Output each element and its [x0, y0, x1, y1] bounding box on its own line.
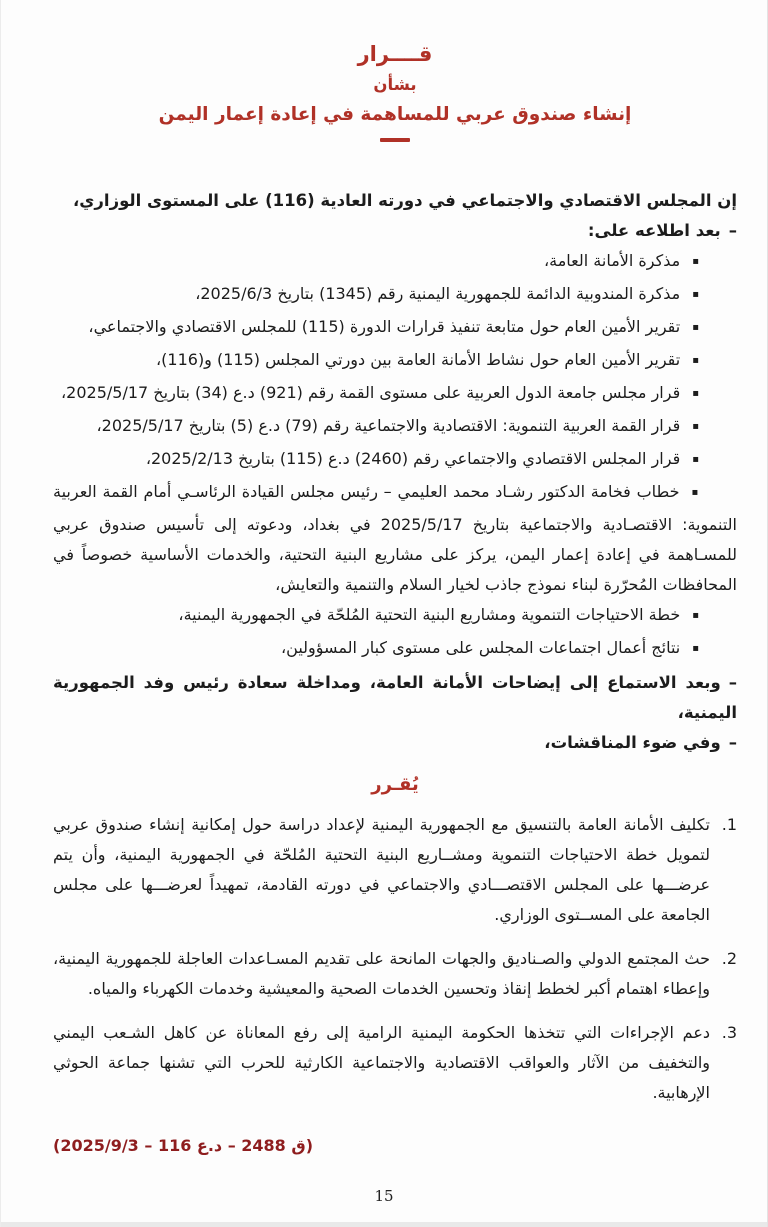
decision-item-number: 2. [721, 948, 737, 968]
dash-marker: – [728, 220, 737, 240]
list-item-text: خطة الاحتياجات التنموية ومشاريع البنية التحتية المُلحّة في الجمهورية اليمنية، [178, 604, 681, 624]
closing-line-text: وفي ضوء المناقشات، [544, 732, 721, 752]
list-item-text: مذكرة الأمانة العامة، [543, 250, 681, 270]
list-item [53, 600, 737, 633]
decides-heading: يُقـرر [371, 773, 419, 795]
decision-item [53, 944, 737, 1004]
list-item [53, 378, 737, 411]
decision-item-text: حث المجتمع الدولي والصـناديق والجهات المانحة على تقديم المسـاعدات العاجلة للجمهورية اليمنية، وإعطاء اهتمام أكبر لخطط إنقاذ وتحسين الخدمات الصحية والمعيشية وخدمات الكهرباء والمياه. [53, 948, 710, 998]
list-item-text: قرار مجلس جامعة الدول العربية على مستوى القمة رقم (921) د.ع (34) بتاريخ 2025/5/17، [61, 382, 681, 402]
bullet-marker: ▪ [692, 321, 699, 333]
list-item [53, 279, 737, 312]
bullet-marker: ▪ [692, 288, 699, 300]
after-review-label: بعد اطلاعه على: [587, 220, 721, 240]
document-content [1, 0, 767, 1155]
decision-subtitle: بشأن [373, 75, 417, 94]
list-item-text: نتائج أعمال اجتماعات المجلس على مستوى كبار المسؤولين، [281, 637, 681, 657]
decision-item-text: تكليف الأمانة العامة بالتنسيق مع الجمهورية اليمنية لإعداد دراسة حول إمكانية إنشاء صندوق عربي لتمويل خطة الاحتياجات التنموية ومشــاريع البنية التحتية المُلحّة في الجمهورية اليمنية، وأن يتم عرضـــها على المجلس الاقتصـــادي والاجتماعي في دورته القادمة، تمهيداً لعرضـــها على مجلس الجامعة على المســتوى الوزاري. [53, 814, 710, 924]
reviewed-items-list [53, 246, 737, 666]
dash-marker: – [728, 732, 737, 752]
dash-marker: – [728, 672, 737, 692]
decision-item-number: 1. [721, 814, 737, 834]
list-item-text: مذكرة المندوبية الدائمة للجمهورية اليمنية رقم (1345) بتاريخ 2025/6/3، [195, 283, 681, 303]
bullet-marker: ▪ [692, 609, 699, 621]
list-item-text: تقرير الأمين العام حول نشاط الأمانة العامة بين دورتي المجلس (115) و(116)، [155, 349, 681, 369]
list-item-text: خطاب فخامة الدكتور رشـاد محمد العليمي – رئيس مجلس القيادة الرئاسـي أمام القمة العربية التنموية: الاقتصـادية والاجتماعية بتاريخ 2025/5/17 في بغداد، ودعوته إلى تأسيس صندوق عربي للمسـاهمة في إعادة إعمار اليمن، يركز على مشاريع البنية التحتية، والخدمات الأساسية خصوصاً في المحافظات المُحرّرة لبناء نموذج جاذب لخيار السلام والتنمية والتعايش، [53, 481, 737, 594]
title-separator [380, 138, 410, 142]
scan-bottom-edge [1, 1222, 767, 1227]
list-item-text: قرار المجلس الاقتصادي والاجتماعي رقم (2460) د.ع (115) بتاريخ 2025/2/13، [145, 448, 681, 468]
list-item-text: قرار القمة العربية التنموية: الاقتصادية والاجتماعية رقم (79) د.ع (5) بتاريخ 2025/5/17، [96, 415, 681, 435]
bullet-marker: ▪ [692, 354, 699, 366]
closing-line [53, 728, 737, 758]
decision-items-list [53, 810, 737, 1108]
list-item [53, 633, 737, 666]
preamble-opening: إن المجلس الاقتصادي والاجتماعي في دورته العادية (116) على المستوى الوزاري، [73, 190, 737, 210]
list-item-text: تقرير الأمين العام حول متابعة تنفيذ قرارات الدورة (115) للمجلس الاقتصادي والاجتماعي، [88, 316, 681, 336]
list-item [53, 411, 737, 444]
list-item [53, 312, 737, 345]
closing-line [53, 668, 737, 728]
decision-item-number: 3. [721, 1022, 737, 1042]
list-item [53, 246, 737, 279]
bullet-marker: ▪ [692, 387, 699, 399]
bullet-marker: ▪ [691, 486, 700, 498]
preamble-closing [53, 668, 737, 758]
page-number: 15 [374, 1187, 394, 1205]
bullet-marker: ▪ [692, 420, 699, 432]
bullet-marker: ▪ [692, 255, 699, 267]
decision-header [53, 40, 737, 142]
decision-item-text: دعم الإجراءات التي تتخذها الحكومة اليمنية الرامية إلى رفع المعاناة عن كاهل الشـعب اليمني والتخفيف من الآثار والعواقب الاقتصادية والاجتماعية الكارثية للحرب التي تشنها جماعة الحوثي الإرهابية. [53, 1022, 710, 1102]
decision-subject: إنشاء صندوق عربي للمساهمة في إعادة إعمار اليمن [158, 104, 632, 125]
list-item [53, 345, 737, 378]
decision-item [53, 1018, 737, 1108]
closing-line-text: وبعد الاستماع إلى إيضاحات الأمانة العامة، ومداخلة سعادة رئيس وفد الجمهورية اليمنية، [53, 672, 737, 722]
after-review-line [53, 216, 737, 246]
list-item [53, 444, 737, 477]
decision-title: قــــرار [357, 42, 433, 66]
decision-item [53, 810, 737, 930]
list-item [53, 477, 737, 600]
bullet-marker: ▪ [692, 642, 699, 654]
bullet-marker: ▪ [692, 453, 699, 465]
reference-code: (ق 2488 – د.ع 116 – 2025/9/3) [53, 1135, 313, 1155]
